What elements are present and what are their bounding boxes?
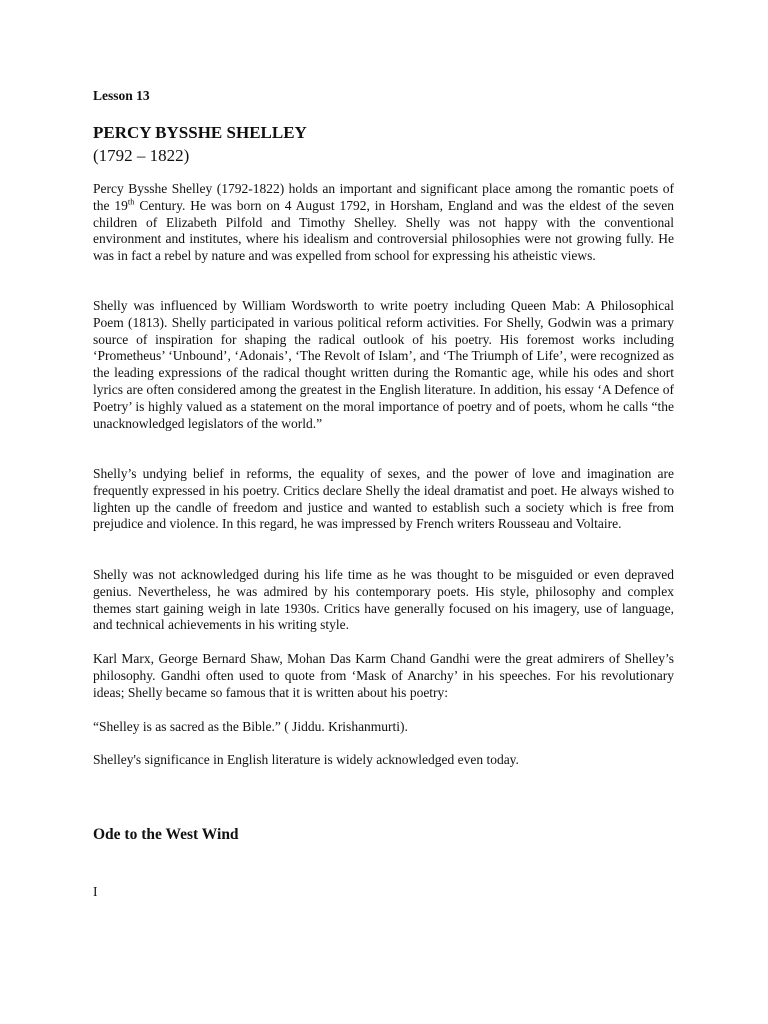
paragraph-admirers: Karl Marx, George Bernard Shaw, Mohan Das Karm Chand Gandhi were the great admirers of Shelley’s philosophy. Gandhi often used to quote from ‘Mask of Anarchy’ in his speeches. For his revolutionary ideas; Shelly became so famous that it is written about his poetry:	[93, 651, 674, 700]
stanza-numeral: I	[93, 884, 98, 899]
paragraph-intro-text-a: Percy Bysshe Shelley (1792-1822) holds an important and significant place among the romantic poets of the 19	[93, 181, 674, 213]
page-title: PERCY BYSSHE SHELLEY	[93, 123, 307, 142]
quote-line: “Shelley is as sacred as the Bible.” ( Jiddu. Krishanmurti).	[93, 719, 408, 734]
paragraph-intro-text-b: Century. He was born on 4 August 1792, in Horsham, England and was the eldest of the seven children of Elizabeth Pilfold and Timothy Shelley. Shelly was not happy with the conventional environment and institutes, where his idealism and controversial philosophies were not growing fully. He was in fact a rebel by nature and was expelled from school for expressing his atheistic views.	[93, 197, 674, 264]
ordinal-superscript: th	[127, 196, 135, 207]
paragraph-influences: Shelly was influenced by William Wordsworth to write poetry including Queen Mab: A Philosophical Poem (1813). Shelly participated in various political reform activities. For Shelly, Godwin was a primary source of inspiration for shaping the radical outlook of his poetry. His foremost works including ‘Prometheus’ ‘Unbound’, ‘Adonais’, ‘The Revolt of Islam’, and ‘The Triumph of Life’, were recognized as the leading expressions of the radical thought written during the Romantic age, while his odes and short lyrics are often considered among the greatest in the English literature. In addition, his essay ‘A Defence of Poetry’ is highly valued as a statement on the moral importance of poetry and of poets, whom he calls “the unacknowledged legislators of the world.”	[93, 298, 674, 431]
life-years: (1792 – 1822)	[93, 146, 190, 165]
lesson-label: Lesson 13	[93, 88, 150, 103]
paragraph-intro	[93, 181, 674, 265]
closing-line: Shelley's significance in English literature is widely acknowledged even today.	[93, 752, 519, 767]
paragraph-beliefs: Shelly’s undying belief in reforms, the equality of sexes, and the power of love and imagination are frequently expressed in his poetry. Critics declare Shelly the ideal dramatist and poet. He always wished to lighten up the candle of freedom and justice and wanted to establish such a society which is free from prejudice and violence. In this regard, he was impressed by French writers Rousseau and Voltaire.	[93, 466, 674, 532]
paragraph-reception: Shelly was not acknowledged during his life time as he was thought to be misguided or even depraved genius. Nevertheless, he was admired by his contemporary poets. His style, philosophy and complex themes start gaining weigh in late 1930s. Critics have generally focused on his imagery, use of language, and technical achievements in his writing style.	[93, 567, 674, 633]
poem-title: Ode to the West Wind	[93, 826, 239, 843]
